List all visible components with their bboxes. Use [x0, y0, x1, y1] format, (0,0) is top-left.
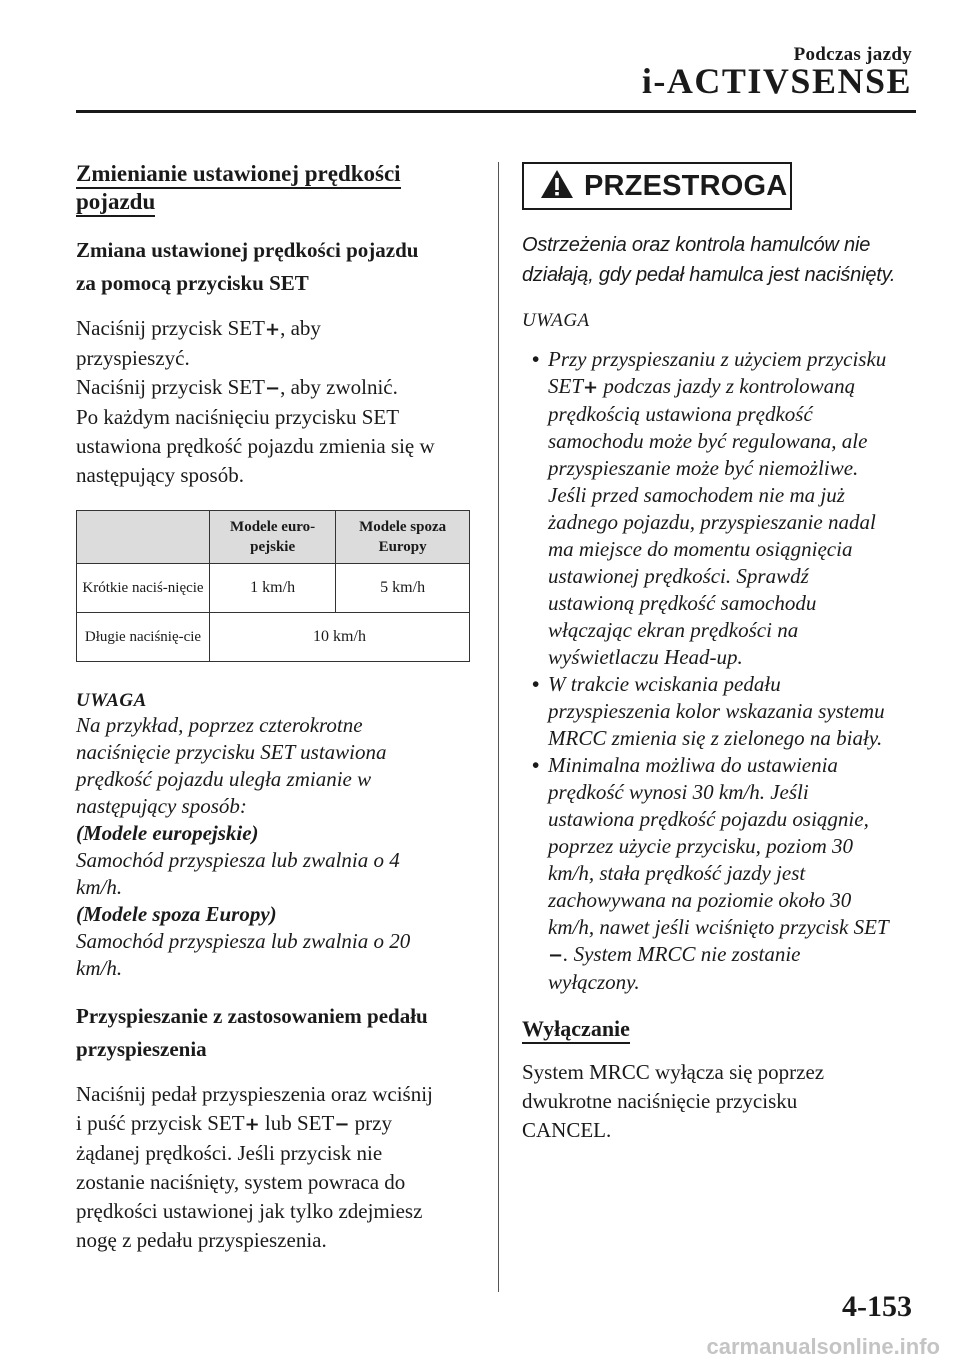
bullet-icon: •: [532, 347, 540, 371]
minus-symbol: −: [548, 945, 564, 966]
subheading-off: Wyłączanie: [522, 1014, 914, 1044]
minus-symbol: −: [334, 1114, 350, 1135]
subheading-set-button: Zmiana ustawionej prędkości pojazdu za pomocą przycisku SET: [76, 238, 419, 295]
plus-symbol: +: [583, 377, 599, 398]
table-row: [77, 613, 470, 662]
bullet-icon: •: [532, 753, 540, 777]
table-header-cell: Modele euro-pejskie: [210, 511, 336, 564]
note-text: Na przykład, poprzez czterokrotne naciśnięcie przycisku SET ustawiona prędkość pojazdu uległa zmianie w następujący sposób:: [76, 713, 387, 818]
table-cell: 5 km/h: [336, 564, 470, 613]
section-title: Podczas jazdy: [793, 44, 912, 65]
warning-box: [522, 162, 792, 210]
minus-symbol: −: [264, 378, 281, 399]
subheading-pedal: Przyspieszanie z zastosowaniem pedału przyspieszenia: [76, 1004, 428, 1061]
plus-symbol: +: [264, 319, 281, 340]
note-title: UWAGA: [76, 690, 147, 711]
paragraph-pedal: Naciśnij pedał przyspieszenia oraz wciśnij i puść przycisk SET+ lub SET− przy żądanej prędkości. Jeśli przycisk nie zostanie naciśnięty, system powraca do prędkości ustawionej jak tylko zdejmiesz nogę z pedału przyspieszenia.: [76, 1082, 433, 1252]
note-list: [522, 346, 914, 996]
note-eu-label: (Modele europejskie): [76, 821, 259, 845]
page-number: 4-153: [842, 1290, 912, 1323]
list-item: • Przy przyspieszaniu z użyciem przycisku SET+ podczas jazdy z kontrolowaną prędkością ustawiona prędkość samochodu może być regulowana, ale przyspieszanie może być niemożliwe. Jeśli przed samochodem nie ma już żadnego pojazdu, przyspieszanie nadal ma miejsce do momentu osiągnięcia ustawionej prędkości. Sprawdź ustawioną prędkość samochodu włączając ekran prędkości na wyświetlaczu Head-up.: [532, 347, 887, 669]
warning-triangle-icon: [540, 169, 574, 204]
table-cell: 10 km/h: [210, 613, 470, 662]
list-item: • W trakcie wciskania pedału przyspieszenia kolor wskazania systemu MRCC zmienia się z zielonego na biały.: [532, 672, 885, 750]
column-divider: [498, 162, 499, 1292]
section-heading: Zmienianie ustawionej prędkości pojazdu: [76, 160, 476, 216]
table-header-cell: Modele spoza Europy: [336, 511, 470, 564]
right-column: [522, 160, 914, 1145]
table-row: [77, 564, 470, 613]
warning-label: PRZESTROGA: [584, 169, 788, 202]
bullet-icon: •: [532, 672, 540, 696]
note-non-eu-text: Samochód przyspiesza lub zwalnia o 20 km/h.: [76, 929, 411, 980]
chapter-title: i-ACTIVSENSE: [641, 61, 912, 101]
note-non-eu-label: (Modele spoza Europy): [76, 902, 277, 926]
speed-table: [76, 510, 470, 662]
header-rule: [76, 110, 916, 113]
paragraph-set-usage: Naciśnij przycisk SET+, aby przyspieszyć. Naciśnij przycisk SET−, aby zwolnić. Po każdym naciśnięciu przycisku SET ustawiona prędkość pojazdu zmienia się w następujący sposób.: [76, 316, 435, 487]
table-header-cell: [77, 511, 210, 564]
warning-text: Ostrzeżenia oraz kontrola hamulców nie działają, gdy pedał hamulca jest naciśnięty.: [522, 234, 896, 286]
plus-symbol: +: [244, 1114, 260, 1135]
table-cell: 1 km/h: [210, 564, 336, 613]
list-item: • Minimalna możliwa do ustawienia prędkość wynosi 30 km/h. Jeśli ustawiona prędkość pojazdu osiągnie, poprzez użycie przycisku, poziom 30 km/h, stała prędkość jazdy jest zachowywana na poziomie około 30 km/h, nawet jeśli wciśnięto przycisk SET −. System MRCC nie zostanie wyłączony.: [532, 753, 889, 994]
note-eu-text: Samochód przyspiesza lub zwalnia o 4 km/h.: [76, 848, 400, 899]
table-row-label: Długie naciśnię-cie: [77, 613, 210, 662]
note-title: UWAGA: [522, 310, 590, 331]
left-column: [76, 160, 476, 1255]
table-row-label: Krótkie naciś-nięcie: [77, 564, 210, 613]
paragraph-off: System MRCC wyłącza się poprzez dwukrotne naciśnięcie przycisku CANCEL.: [522, 1060, 825, 1142]
watermark: carmanualsonline.info: [706, 1334, 940, 1359]
table-header-row: [77, 511, 470, 564]
